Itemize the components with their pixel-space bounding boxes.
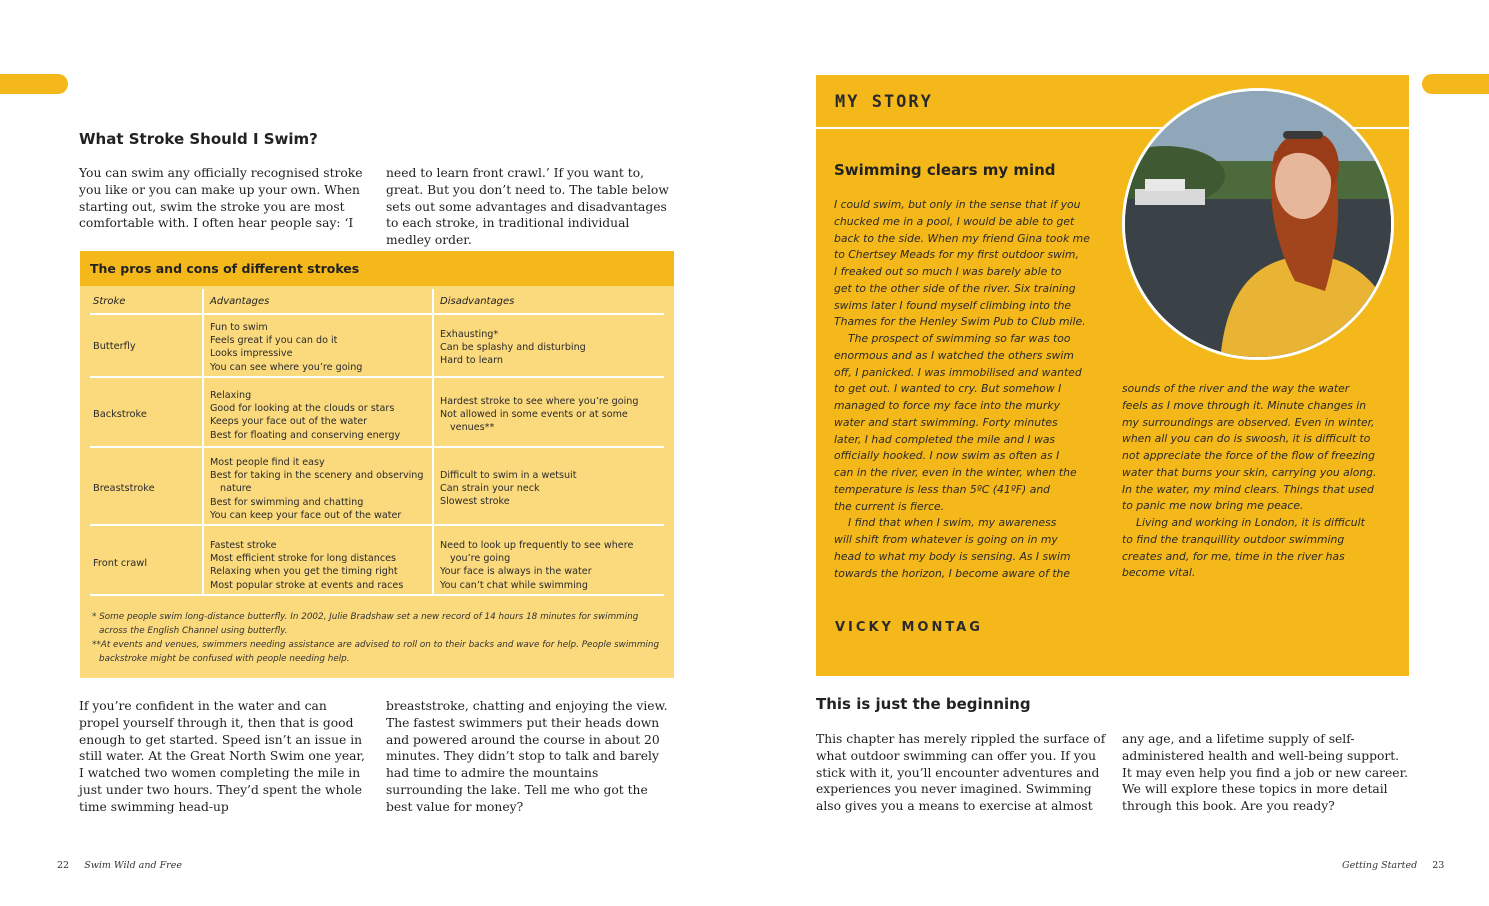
pros-cons-table xyxy=(80,251,674,678)
bottom-column-1: If you’re confident in the water and can propel yourself through it, then that is good enough to get started. Speed isn’t an issue in still water. At the Great North Swim one year, I watched two women completing the mile in just under two hours. They’d spent the whole time swimming head-up xyxy=(79,699,365,814)
advantages-breaststroke: Most people find it easy Best for taking in the scenery and observing nature Best for swimming and chatting You can keep your face out of the water xyxy=(210,457,424,521)
row-divider xyxy=(90,594,664,596)
story-label: MY STORY xyxy=(835,92,933,112)
advantages-butterfly: Fun to swim Feels great if you can do it Looks impressive You can see where you’re going xyxy=(210,322,363,373)
header-advantages: Advantages xyxy=(210,296,270,307)
right-page-number: 23 xyxy=(1432,860,1445,871)
stroke-backstroke: Backstroke xyxy=(93,409,147,420)
column-divider xyxy=(202,289,204,594)
right-folio xyxy=(1342,860,1444,871)
right-running-title: Getting Started xyxy=(1342,860,1418,871)
table-title-bar xyxy=(80,251,674,286)
footnote-venues: **At events and venues, swimmers needing assistance are advised to roll on to their backs and wave for help. People swimming xyxy=(92,640,660,650)
left-page-number: 22 xyxy=(57,860,70,871)
disadvantages-front-crawl: Need to look up frequently to see where you’re going Your face is always in the water You can’t chat while swimming xyxy=(440,540,634,591)
row-divider xyxy=(90,376,664,378)
header-stroke: Stroke xyxy=(93,296,126,307)
my-story-box xyxy=(816,75,1409,676)
right-edge-tab xyxy=(1422,74,1489,94)
bottom-column-2: breaststroke, chatting and enjoying the view. The fastest swimmers put their heads down and powered around the course in about 20 minutes. They didn’t stop to talk and barely had time to admire the mountains surrounding the lake. Tell me who got the best value for money? xyxy=(386,699,668,814)
row-divider xyxy=(90,524,664,526)
story-title: Swimming clears my mind xyxy=(834,161,1056,179)
left-folio xyxy=(57,860,182,871)
footnote-butterfly-cont: across the English Channel using butterfly. xyxy=(99,626,288,636)
stroke-breaststroke: Breaststroke xyxy=(93,483,155,494)
stroke-butterfly: Butterfly xyxy=(93,341,136,352)
intro-column-2: need to learn front crawl.’ If you want to, great. But you don’t need to. The table below sets out some advantages and disadvantages to each stroke, in traditional individual medley order. xyxy=(386,166,669,248)
advantages-front-crawl: Fastest stroke Most efficient stroke for long distances Relaxing when you get the timing right Most popular stroke at events and races xyxy=(210,540,404,591)
story-column-2: sounds of the river and the way the water feels as I move through it. Minute changes in my surroundings are observed. Even in winter, when all you can do is swoosh, it is difficult to not appreciate the force of the flow of freezing water that burns your skin, carrying you along. In the water, my mind clears. Things that used to panic me now bring me peace. Living and working in London, it is difficult to find the tranquillity outdoor swimming creates and, for me, time in the river has become vital. xyxy=(1122,382,1377,580)
footnote-butterfly: * Some people swim long-distance butterfly. In 2002, Julie Bradshaw set a new record of 14 hours 18 minutes for swimming xyxy=(92,612,639,622)
stroke-front-crawl: Front crawl xyxy=(93,558,148,569)
table-title: The pros and cons of different strokes xyxy=(90,261,360,276)
disadvantages-breaststroke: Difficult to swim in a wetsuit Can strain your neck Slowest stroke xyxy=(440,470,577,508)
beginning-column-1: This chapter has merely rippled the surface of what outdoor swimming can offer you. If you stick with it, you’ll encounter adventures and experiences you never imagined. Swimming also gives you a means to exercise at almost xyxy=(816,732,1106,814)
portrait-photo xyxy=(1122,88,1394,360)
stroke-heading: What Stroke Should I Swim? xyxy=(79,130,318,148)
disadvantages-backstroke: Hardest stroke to see where you’re going Not allowed in some events or at some venues** xyxy=(440,396,639,434)
story-column-1: I could swim, but only in the sense that if you chucked me in a pool, I would be able to get back to the side. When my friend Gina took me to Chertsey Meads for my first outdoor swim, I freaked out so much I was barely able to get to the other side of the river. Six training swims later I found myself climbing into the Thames for the Henley Swim Pub to Club mile. The prospect of swimming so far was too enormous and as I watched the others swim off, I panicked. I was immobilised and wanted to get out. I wanted to cry. But somehow I managed to force my face into the murky water and start swimming. Forty minutes later, I had completed the mile and I was officially hooked. I now swim as often as I can in the river, even in the winter, when the temperature is less than 5ºC (41ºF) and the current is fierce. I find that when I swim, my awareness will shift from whatever is going on in my head to what my body is sensing. As I swim towards the horizon, I become aware of the xyxy=(834,198,1090,580)
portrait-illustration xyxy=(1125,91,1394,360)
column-divider xyxy=(432,289,434,594)
story-author: VICKY MONTAG xyxy=(835,620,983,635)
left-running-title: Swim Wild and Free xyxy=(84,860,182,871)
row-divider xyxy=(90,313,664,315)
row-divider xyxy=(90,446,664,448)
footnote-venues-cont: backstroke might be confused with people needing help. xyxy=(99,654,350,664)
advantages-backstroke: Relaxing Good for looking at the clouds or stars Keeps your face out of the water Best for floating and conserving energy xyxy=(210,390,401,441)
header-disadvantages: Disadvantages xyxy=(440,296,515,307)
beginning-column-2: any age, and a lifetime supply of self-administered health and well-being support. It may even help you find a job or new career. We will explore these topics in more detail through this book. Are you ready? xyxy=(1122,732,1409,814)
disadvantages-butterfly: Exhausting* Can be splashy and disturbing Hard to learn xyxy=(440,329,586,367)
beginning-heading: This is just the beginning xyxy=(816,695,1031,713)
left-edge-tab xyxy=(0,74,68,94)
intro-column-1: You can swim any officially recognised stroke you like or you can make up your own. When starting out, swim the stroke you are most comfortable with. I often hear people say: ‘I xyxy=(79,166,363,231)
